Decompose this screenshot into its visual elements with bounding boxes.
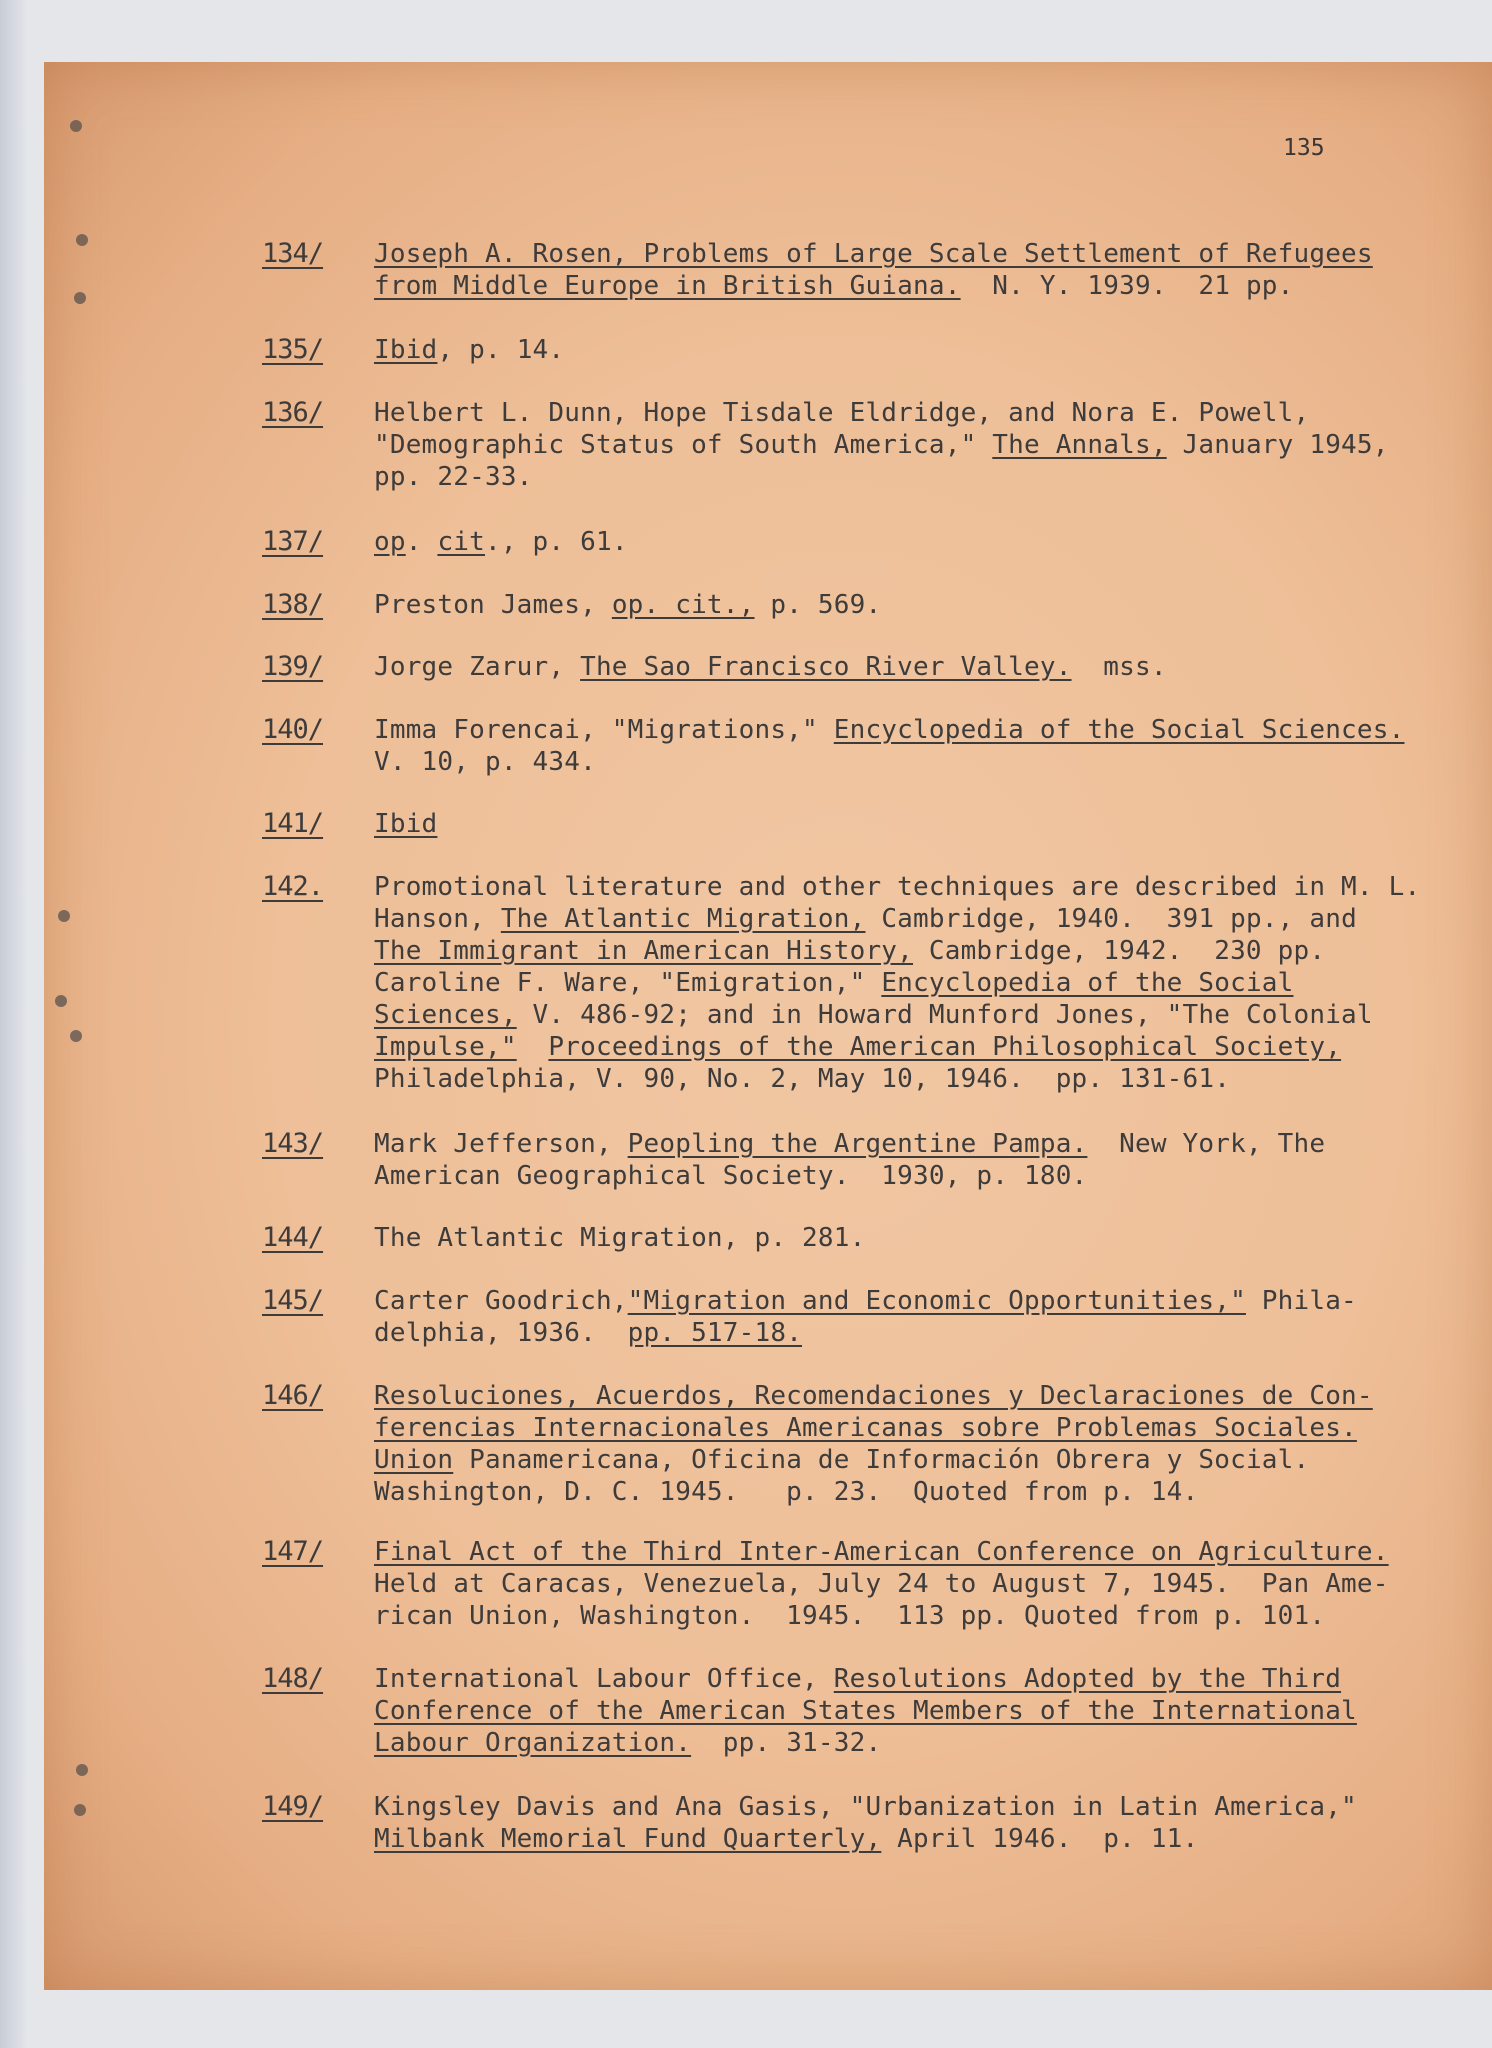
underlined-title-segment: Encyclopedia of the Social Sciences.: [833, 715, 1405, 745]
underlined-title-segment: Final Act of the Third Inter-American Conference on Agriculture.: [374, 1537, 1389, 1567]
page-number: 135: [1283, 135, 1325, 161]
text-segment: International Labour Office,: [374, 1664, 834, 1694]
text-segment: Cambridge, 1940. 391 pp., and: [865, 904, 1357, 934]
footnote-text: [374, 1791, 1414, 1855]
footnote-line: [374, 967, 1414, 999]
text-segment: Philadelphia, V. 90, No. 2, May 10, 1946. pp. 131-61.: [374, 1064, 1231, 1094]
footnote-line: [374, 461, 1414, 493]
punch-hole-mark: [70, 1030, 82, 1042]
text-segment: pp. 31-32.: [691, 1728, 882, 1758]
underlined-title-segment: op. cit.,: [611, 590, 755, 620]
footnote-line: [374, 526, 1414, 558]
footnote-line: [374, 871, 1421, 903]
underlined-title-segment: Ibid: [374, 809, 438, 839]
text-segment: Phila-: [1245, 1286, 1357, 1316]
text-segment: "Demographic Status of South America,": [374, 430, 993, 460]
footnote-line: [374, 1568, 1414, 1600]
text-segment: V. 10, p. 434.: [374, 747, 596, 777]
footnote-line: [374, 1476, 1414, 1508]
text-segment: Hanson,: [374, 904, 501, 934]
footnote-line: [374, 1663, 1414, 1695]
text-segment: ., p. 61.: [485, 527, 628, 557]
underlined-title-segment: The Immigrant in American History,: [374, 936, 914, 966]
footnote-number: 136/: [262, 397, 324, 428]
underlined-title-segment: Proceedings of the American Philosophical Society,: [548, 1032, 1342, 1062]
footnote-text: [374, 714, 1414, 778]
punch-hole-mark: [74, 292, 86, 304]
underlined-title-segment: pp. 517-18.: [627, 1318, 803, 1348]
footnote-number: 134/: [262, 238, 324, 269]
footnote-line: [374, 397, 1414, 429]
underlined-title-segment: from Middle Europe in British Guiana.: [374, 271, 961, 301]
footnote-line: [374, 1317, 1414, 1349]
text-segment: p. 569.: [754, 590, 882, 620]
footnote-line: [374, 746, 1414, 778]
footnote-number: 144/: [262, 1222, 324, 1253]
underlined-title-segment: Resoluciones, Acuerdos, Recomendaciones y Declaraciones de Con-: [374, 1381, 1373, 1411]
underlined-title-segment: cit: [437, 527, 485, 557]
underlined-title-segment: Peopling the Argentine Pampa.: [627, 1129, 1088, 1159]
footnote-line: [374, 1791, 1414, 1823]
footnote-text: [374, 1128, 1414, 1192]
text-segment: Cambridge, 1942. 230 pp.: [913, 936, 1326, 966]
footnote-line: [374, 1380, 1414, 1412]
text-segment: Imma Forencai, "Migrations,": [374, 715, 834, 745]
footnote-number: 139/: [262, 651, 324, 682]
footnote-line: [374, 334, 1414, 366]
underlined-title-segment: Sciences,: [374, 1000, 517, 1030]
punch-hole-mark: [55, 995, 67, 1007]
text-segment: April 1946. p. 11.: [881, 1824, 1199, 1854]
underlined-title-segment: Encyclopedia of the Social: [881, 968, 1294, 998]
text-segment: Preston James,: [374, 590, 612, 620]
footnote-number: 143/: [262, 1128, 324, 1159]
footnote-text: [374, 526, 1414, 558]
footnote-line: [374, 1031, 1414, 1063]
underlined-title-segment: ferencias Internacionales Americanas sobre Problemas Sociales.: [374, 1413, 1357, 1443]
footnote-line: [374, 903, 1414, 935]
underlined-title-segment: "Migration and Economic Opportunities,": [627, 1286, 1246, 1316]
text-segment: The Atlantic Migration, p. 281.: [374, 1223, 866, 1253]
text-segment: Promotional literature and other techniques are described in M. L.: [374, 872, 1421, 902]
text-segment: rican Union, Washington. 1945. 113 pp. Quoted from p. 101.: [374, 1601, 1326, 1631]
text-segment: Jorge Zarur,: [374, 652, 581, 682]
underlined-title-segment: The Atlantic Migration,: [500, 904, 866, 934]
underlined-title-segment: Milbank Memorial Fund Quarterly,: [374, 1824, 882, 1854]
punch-hole-mark: [58, 910, 70, 922]
footnote-text: [374, 808, 1414, 840]
underlined-title-segment: The Annals,: [992, 430, 1167, 460]
footnote-line: [374, 1412, 1414, 1444]
text-segment: Helbert L. Dunn, Hope Tisdale Eldridge, and Nora E. Powell,: [374, 398, 1310, 428]
footnote-line: [374, 1536, 1414, 1568]
footnote-line: [374, 935, 1414, 967]
footnote-text: [374, 871, 1421, 1095]
text-segment: American Geographical Society. 1930, p. 180.: [374, 1161, 1088, 1191]
text-segment: V. 486-92; and in Howard Munford Jones, "The Colonial: [516, 1000, 1373, 1030]
footnote-line: [374, 1823, 1414, 1855]
footnote-number: 148/: [262, 1663, 324, 1694]
footnote-text: [374, 397, 1414, 493]
footnote-line: [374, 651, 1414, 683]
underlined-title-segment: op: [374, 527, 406, 557]
text-segment: Held at Caracas, Venezuela, July 24 to August 7, 1945. Pan Ame-: [374, 1569, 1389, 1599]
text-segment: .: [405, 527, 438, 557]
footnote-line: [374, 808, 1414, 840]
footnote-text: [374, 1536, 1414, 1632]
punch-hole-mark: [76, 234, 88, 246]
text-segment: Caroline F. Ware, "Emigration,": [374, 968, 882, 998]
footnote-number: 145/: [262, 1285, 324, 1316]
footnote-line: [374, 270, 1414, 302]
footnote-line: [374, 1727, 1414, 1759]
underlined-title-segment: Union: [374, 1445, 454, 1475]
footnote-text: [374, 238, 1414, 302]
footnote-text: [374, 651, 1414, 683]
punch-hole-mark: [76, 1764, 88, 1776]
text-segment: Mark Jefferson,: [374, 1129, 628, 1159]
text-segment: Panamericana, Oficina de Información Obrera y Social.: [453, 1445, 1310, 1475]
footnote-line: [374, 999, 1414, 1031]
text-segment: [517, 1032, 549, 1062]
underlined-title-segment: Resolutions Adopted by the Third: [833, 1664, 1342, 1694]
text-segment: , p. 14.: [437, 335, 565, 365]
footnote-line: [374, 1444, 1414, 1476]
footnote-text: [374, 334, 1414, 366]
footnote-number: 140/: [262, 714, 324, 745]
text-segment: delphia, 1936.: [374, 1318, 628, 1348]
footnote-line: [374, 1285, 1414, 1317]
footnote-number: 147/: [262, 1536, 324, 1567]
footnote-line: [374, 1063, 1414, 1095]
footnote-line: [374, 1222, 1414, 1254]
text-segment: Washington, D. C. 1945. p. 23. Quoted from p. 14.: [374, 1477, 1199, 1507]
text-segment: New York, The: [1087, 1129, 1326, 1159]
underlined-title-segment: Conference of the American States Members of the International: [374, 1696, 1357, 1726]
underlined-title-segment: Impulse,": [374, 1032, 517, 1062]
footnote-number: 137/: [262, 526, 324, 557]
underlined-title-segment: Ibid: [374, 335, 438, 365]
underlined-title-segment: Joseph A. Rosen, Problems of Large Scale Settlement of Refugees: [374, 239, 1373, 269]
text-segment: mss.: [1071, 652, 1167, 682]
footnote-text: [374, 589, 1414, 621]
footnote-number: 135/: [262, 334, 324, 365]
punch-hole-mark: [74, 1804, 86, 1816]
footnote-text: [374, 1285, 1414, 1349]
footnote-line: [374, 714, 1414, 746]
footnote-line: [374, 589, 1414, 621]
text-segment: N. Y. 1939. 21 pp.: [960, 271, 1294, 301]
footnote-number: 138/: [262, 589, 324, 620]
footnote-text: [374, 1222, 1414, 1254]
footnote-line: [374, 1600, 1414, 1632]
text-segment: pp. 22-33.: [374, 462, 533, 492]
footnote-line: [374, 1160, 1414, 1192]
footnote-text: [374, 1380, 1414, 1508]
underlined-title-segment: The Sao Francisco River Valley.: [580, 652, 1072, 682]
punch-hole-mark: [70, 120, 82, 132]
footnote-number: 149/: [262, 1791, 324, 1822]
footnote-line: [374, 1695, 1414, 1727]
footnote-number: 141/: [262, 808, 324, 839]
text-segment: Kingsley Davis and Ana Gasis, "Urbanization in Latin America,": [374, 1792, 1357, 1822]
footnote-text: [374, 1663, 1414, 1759]
footnote-line: [374, 1128, 1414, 1160]
footnote-number: 142.: [262, 871, 324, 902]
scanner-edge: [0, 0, 30, 2048]
footnote-line: [374, 238, 1414, 270]
footnote-number: 146/: [262, 1380, 324, 1411]
underlined-title-segment: Labour Organization.: [374, 1728, 692, 1758]
footnote-line: [374, 429, 1414, 461]
text-segment: January 1945,: [1166, 430, 1389, 460]
text-segment: Carter Goodrich,: [374, 1286, 628, 1316]
